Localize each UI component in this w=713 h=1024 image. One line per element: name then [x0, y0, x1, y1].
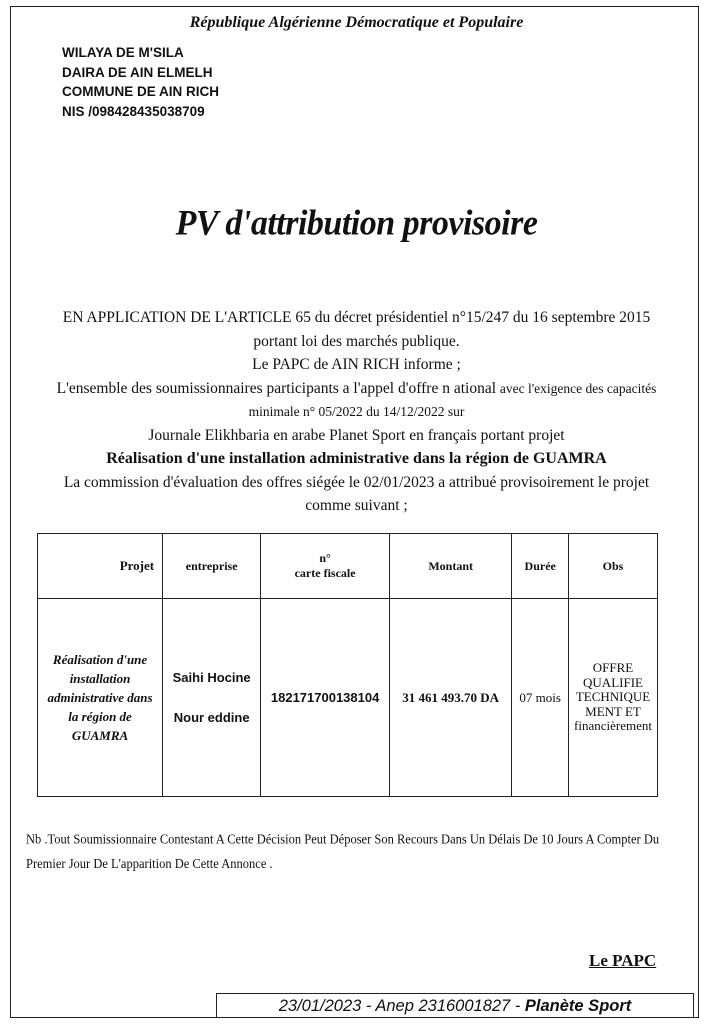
project-title-line: Réalisation d'une installation administrative dans la région de GUAMRA: [106, 450, 607, 467]
header-carte: carte fiscale: [294, 566, 356, 580]
body-line-6: Journale Elikhbaria en arabe Planet Sport en français portant projet: [148, 426, 565, 444]
header-montant: Montant: [389, 534, 511, 599]
header-numero: n°: [319, 551, 331, 565]
entreprise-line-2: Nour eddine: [173, 709, 250, 725]
cell-carte-fiscale: 182171700138104: [261, 599, 390, 797]
recourse-note: Nb .Tout Soumissionnaire Contestant A Cette Décision Peut Déposer Son Recours Dans Un Délais De 10 Jours A Compter Du Premier Jour De L'apparition De Cette Annonce .: [26, 831, 660, 872]
cell-montant: 31 461 493.70 DA: [389, 599, 511, 797]
announcement-body: [30, 306, 683, 518]
header-projet: Projet: [38, 534, 163, 599]
body-line-4a: L'ensemble des soumissionnaires participants a l'appel d'offre n ational: [56, 379, 500, 397]
award-table: [37, 533, 658, 797]
body-line-1: EN APPLICATION DE L'ARTICLE 65 du décret présidentiel n°15/247 du 16 septembre 2015: [62, 309, 651, 326]
body-line-3: Le PAPC de AIN RICH informe ;: [252, 356, 461, 373]
body-line-4: [30, 377, 683, 401]
authority-block: [62, 43, 219, 121]
nis-line: NIS /098428435038709: [62, 103, 205, 119]
body-line-5: minimale n° 05/2022 du 14/12/2022 sur: [248, 404, 465, 419]
table-row: [38, 599, 658, 797]
daira-line: DAIRA DE AIN ELMELH: [62, 64, 213, 80]
commune-line: COMMUNE DE AIN RICH: [62, 84, 219, 99]
cell-duree: 07 mois: [512, 599, 569, 797]
body-line-9: comme suivant ;: [305, 497, 408, 514]
cell-projet: Réalisation d'une installation administrative dans la région de GUAMRA: [38, 599, 163, 797]
cell-entreprise: [163, 599, 261, 797]
footer-publication: Planète Sport: [524, 997, 632, 1015]
body-line-8: La commission d'évaluation des offres siégée le 02/01/2023 a attribué provisoirement le projet: [63, 473, 650, 491]
cell-obs: OFFRE QUALIFIE TECHNIQUE MENT ET financièrement: [569, 599, 658, 797]
republic-heading: République Algérienne Démocratique et Populaire: [189, 14, 524, 31]
entreprise-line-1: Saihi Hocine: [172, 669, 251, 685]
publication-footer: [216, 993, 694, 1017]
header-obs: Obs: [569, 534, 658, 599]
signature: Le PAPC: [589, 951, 657, 970]
footer-reference: 23/01/2023 - Anep 2316001827 -: [278, 997, 525, 1015]
header-carte-fiscale: [261, 534, 390, 599]
header-duree: Durée: [512, 534, 569, 599]
header-entreprise: entreprise: [163, 534, 261, 599]
document-title: PV d'attribution provisoire: [175, 204, 538, 243]
table-header-row: [38, 534, 658, 599]
body-line-4b: avec l'exigence des capacités: [499, 380, 657, 396]
body-line-2: portant loi des marchés publique.: [253, 332, 460, 350]
wilaya-line: WILAYA DE M'SILA: [62, 45, 184, 60]
